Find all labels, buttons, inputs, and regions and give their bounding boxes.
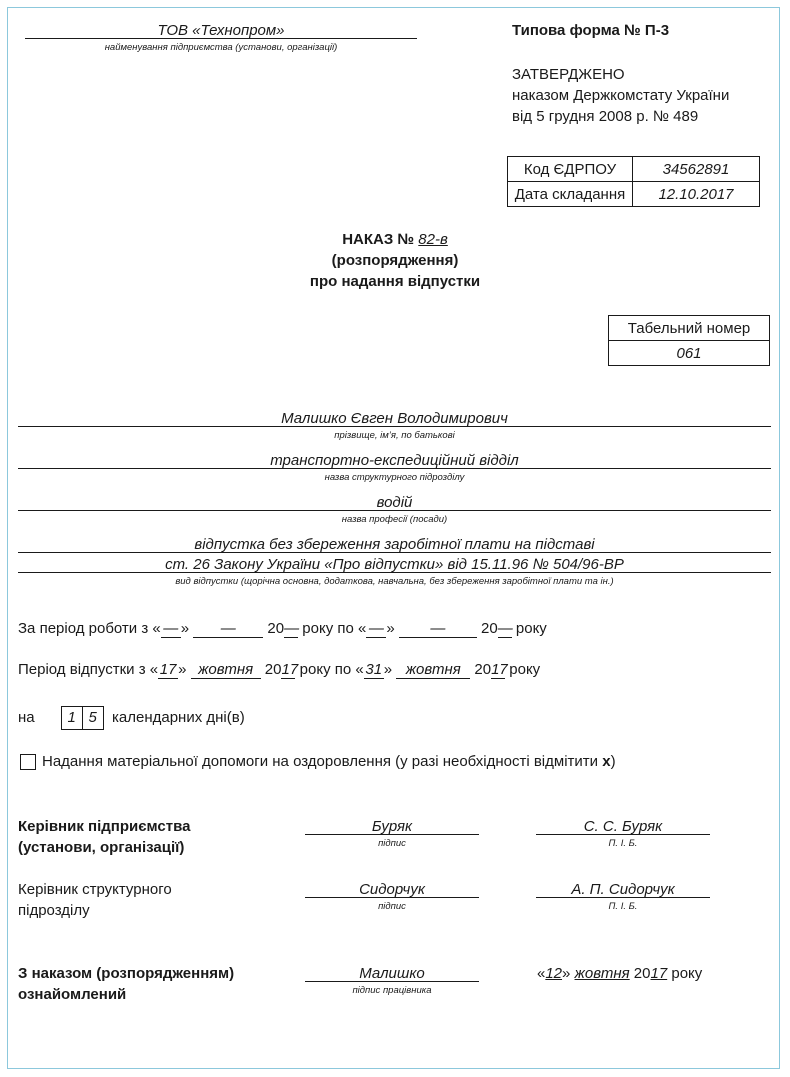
duration-prefix: на (18, 708, 35, 726)
ack-day: 12 (545, 965, 563, 982)
unit-signature-line (305, 897, 479, 898)
position-caption: назва професії (посади) (341, 514, 448, 525)
form-title: Типова форма № П-3 (512, 22, 670, 39)
work-month-from: — (193, 621, 263, 638)
edrpou-value: 34562891 (633, 157, 760, 182)
work-day-from: — (161, 621, 181, 638)
aid-mark: х (602, 753, 611, 770)
ack-signature: Малишко (359, 965, 425, 982)
ack-signature-line (305, 981, 479, 982)
org-name: ТОВ «Технопром» (157, 22, 285, 39)
unit-name-caption: П. І. Б. (608, 901, 638, 912)
leave-year-from: 17 (281, 661, 299, 678)
leave-month-from: жовтня (191, 662, 261, 679)
work-year-from: — (284, 620, 300, 637)
work-day-to: — (366, 621, 386, 638)
leave-month-to: жовтня (396, 662, 470, 679)
codes-table (507, 156, 760, 207)
leave-type-line1: відпустка без збереження заробітної плати на підставі (194, 536, 595, 553)
tab-number-table (608, 315, 770, 366)
ack-label-2: ознайомлений (18, 986, 127, 1003)
edrpou-label: Код ЄДРПОУ (508, 157, 633, 182)
tab-number-label: Табельний номер (609, 316, 770, 341)
leave-type-rule1 (18, 552, 771, 553)
head-name-caption: П. І. Б. (608, 838, 638, 849)
head-signature-line (305, 834, 479, 835)
org-name-caption: найменування підприємства (установи, організації) (104, 42, 338, 53)
leave-day-to: 31 (365, 661, 383, 678)
head-signature-caption: підпис (378, 838, 406, 849)
unit-signature-caption: підпис (378, 901, 406, 912)
order-subtitle: (розпорядження) (331, 252, 459, 269)
leave-type-line2: ст. 26 Закону України «Про відпустки» від 15.11.96 № 504/96-ВР (165, 556, 624, 573)
head-label-1: Керівник підприємства (18, 818, 191, 835)
employee-name: Малишко Євген Володимирович (281, 410, 508, 427)
approved-date: від 5 грудня 2008 р. № 489 (512, 108, 699, 125)
employee-name-line (18, 426, 771, 427)
unit-signature: Сидорчук (359, 881, 425, 898)
org-name-line (25, 38, 417, 39)
duration-digit-1: 1 (61, 706, 83, 730)
unit-label-1: Керівник структурного (18, 881, 172, 898)
ack-year: 17 (650, 965, 668, 982)
duration-digit-2: 5 (83, 706, 104, 730)
date-label: Дата складання (508, 182, 633, 207)
duration-row (18, 706, 245, 730)
head-name-line (536, 834, 710, 835)
duration-suffix: календарних дні(в) (111, 708, 245, 726)
head-name: С. С. Буряк (583, 818, 663, 835)
tab-number-value: 061 (609, 341, 770, 366)
unit-name-line (536, 897, 710, 898)
aid-checkbox[interactable] (20, 754, 36, 770)
work-year-to: — (497, 620, 513, 637)
approved-by: наказом Держкомстату України (512, 87, 730, 104)
leave-day-from: 17 (159, 661, 177, 678)
ack-month: жовтня (574, 965, 630, 982)
order-subject: про надання відпустки (309, 273, 481, 290)
approved-label: ЗАТВЕРДЖЕНО (512, 66, 625, 83)
department-caption: назва структурного підрозділу (324, 472, 465, 483)
aid-text: Надання матеріальної допомоги на оздоровлення (у разі необхідності відмітити (42, 753, 603, 770)
unit-name: А. П. Сидорчук (571, 881, 675, 898)
ack-date: «12» жовтня 2017 року (537, 965, 703, 982)
work-period: За період роботи з « — » — 20— року по « — » — 20— року (18, 620, 547, 637)
leave-year-to: 17 (491, 661, 508, 678)
work-month-to: — (399, 621, 477, 638)
date-value: 12.10.2017 (633, 182, 760, 207)
employee-name-caption: прізвище, ім’я, по батькові (334, 430, 455, 441)
department: транспортно-експедиційний відділ (270, 452, 519, 469)
order-title (0, 231, 790, 248)
department-line (18, 468, 771, 469)
head-signature: Буряк (371, 818, 413, 835)
position-line (18, 510, 771, 511)
position: водій (376, 494, 413, 511)
leave-type-caption: вид відпустки (щорічна основна, додаткова, навчальна, без збереження заробітної плати та ін.) (175, 576, 614, 587)
order-number: 82-в (418, 231, 448, 248)
ack-signature-caption: підпис працівника (352, 985, 432, 996)
order-title-prefix: НАКАЗ № (342, 231, 419, 248)
leave-period: Період відпустки з « 17 » жовтня 2017 року по « 31 » жовтня 2017 року (18, 661, 541, 678)
unit-label-2: підрозділу (18, 902, 90, 919)
ack-label-1: З наказом (розпорядженням) (18, 965, 235, 982)
leave-type-rule2 (18, 572, 771, 573)
aid-row: Надання матеріальної допомоги на оздоровлення (у разі необхідності відмітити х) (20, 753, 616, 770)
head-label-2: (установи, організації) (18, 839, 185, 856)
